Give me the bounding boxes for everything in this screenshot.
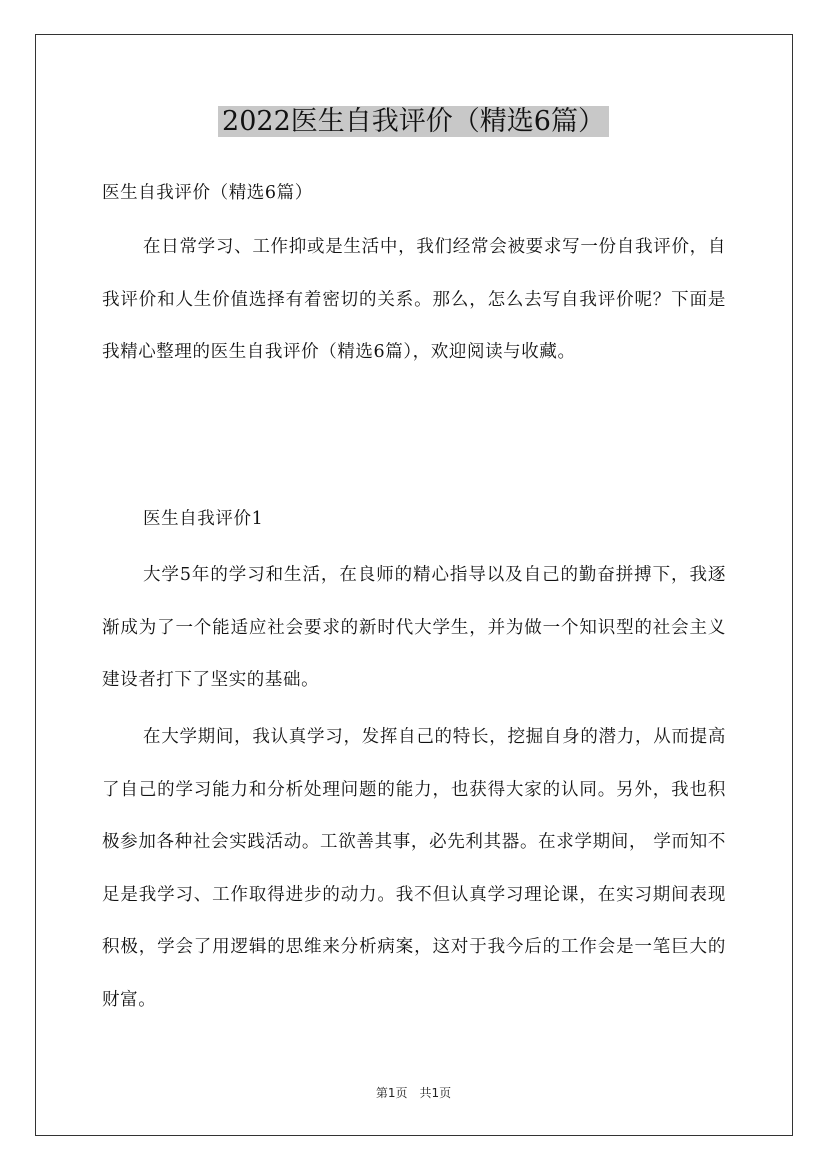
document-title: 2022医生自我评价（精选6篇） [218,106,609,137]
section-heading: 医生自我评价1 [143,509,264,529]
body-paragraph-1: 大学5年的学习和生活，在良师的精心指导以及自己的勤奋拼搏下，我逐渐成为了一个能适应社会要求的新时代大学生，并为做一个知识型的社会主义建设者打下了坚实的基础。 [102,565,726,690]
intro-paragraph: 在日常学习、工作抑或是生活中，我们经常会被要求写一份自我评价，自我评价和人生价值选择有着密切的关系。那么，怎么去写自我评价呢？下面是我精心整理的医生自我评价（精选6篇），欢迎阅读与收藏。 [102,237,726,362]
document-subtitle: 医生自我评价（精选6篇） [102,183,313,203]
page-footer: 第1页 共1页 [375,1086,452,1100]
document-title-block [0,100,827,144]
body-paragraph-2: 在大学期间，我认真学习，发挥自己的特长，挖掘自身的潜力，从而提高了自己的学习能力和分析处理问题的能力，也获得大家的认同。另外，我也积极参加各种社会实践活动。工欲善其事，必先利其器。在求学期间， 学而知不足是我学习、工作取得进步的动力。我不但认真学习理论课，在实习期间表现积极，学会了用逻辑的思维来分析病案，这对于我今后的工作会是一笔巨大的财富。 [102,727,726,1010]
